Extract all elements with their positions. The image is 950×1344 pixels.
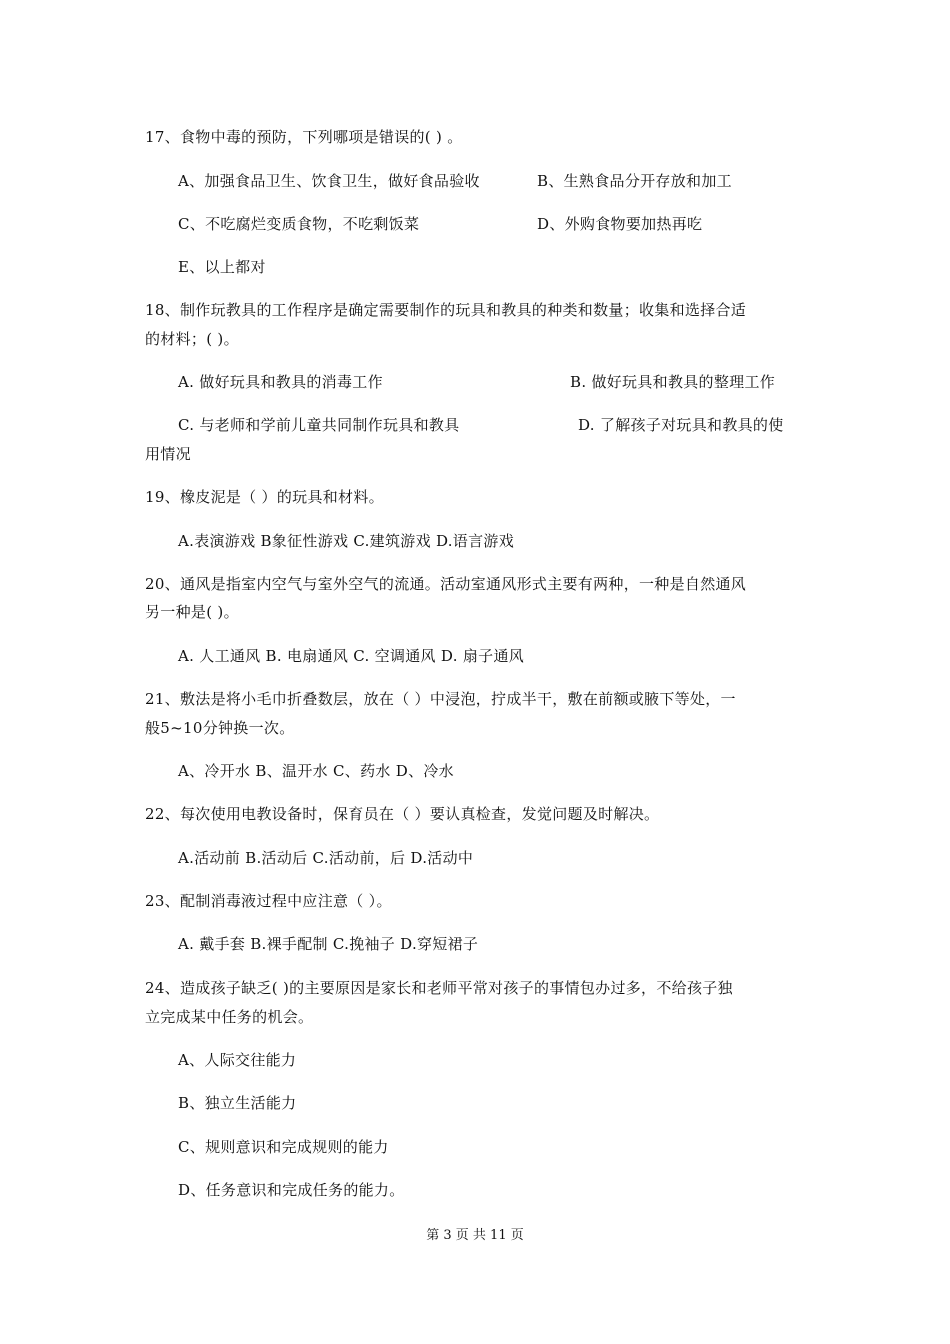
question-18-stem-line-1: 18、制作玩教具的工作程序是确定需要制作的玩具和教具的种类和数量；收集和选择合适 — [145, 301, 747, 319]
question-21-options: A、冷开水 B、温开水 C、药水 D、冷水 — [178, 762, 454, 780]
question-24-option-c: C、规则意识和完成规则的能力 — [178, 1138, 389, 1156]
question-17-stem: 17、食物中毒的预防，下列哪项是错误的( ) 。 — [145, 128, 463, 146]
question-24-option-a: A、人际交往能力 — [178, 1051, 297, 1069]
page-number-footer: 第 3 页 共 11 页 — [426, 1228, 524, 1243]
question-17-option-c: C、不吃腐烂变质食物，不吃剩饭菜 — [178, 215, 420, 233]
question-17-option-a: A、加强食品卫生、饮食卫生，做好食品验收 — [178, 172, 480, 190]
question-20-options: A. 人工通风 B. 电扇通风 C. 空调通风 D. 扇子通风 — [178, 647, 525, 665]
question-20-stem-line-2: 另一种是( )。 — [145, 603, 239, 621]
question-18-option-b: B. 做好玩具和教具的整理工作 — [570, 373, 776, 391]
question-21-stem-line-1: 21、敷法是将小毛巾折叠数层，放在（ ）中浸泡，拧成半干，敷在前额或腋下等处，一 — [145, 690, 736, 708]
question-18-option-d-continued: 用情况 — [145, 445, 191, 463]
question-24-stem-line-2: 立完成某中任务的机会。 — [145, 1008, 314, 1026]
question-18-option-d: D. 了解孩子对玩具和教具的使 — [578, 416, 784, 434]
question-17-option-d: D、外购食物要加热再吃 — [537, 215, 703, 233]
question-19-options: A.表演游戏 B象征性游戏 C.建筑游戏 D.语言游戏 — [178, 532, 514, 550]
question-20-stem-line-1: 20、通风是指室内空气与室外空气的流通。活动室通风形式主要有两种，一种是自然通风 — [145, 575, 747, 593]
question-18-stem-line-2: 的材料；( )。 — [145, 330, 239, 348]
question-23-stem: 23、配制消毒液过程中应注意（ ）。 — [145, 892, 392, 910]
question-18-option-a: A. 做好玩具和教具的消毒工作 — [178, 373, 383, 391]
question-24-option-b: B、独立生活能力 — [178, 1094, 297, 1112]
question-22-stem: 22、每次使用电教设备时，保育员在（ ）要认真检查，发觉问题及时解决。 — [145, 805, 660, 823]
question-24-stem-line-1: 24、造成孩子缺乏( )的主要原因是家长和老师平常对孩子的事情包办过多，不给孩子独 — [145, 979, 733, 997]
question-23-options: A. 戴手套 B.裸手配制 C.挽袖子 D.穿短裙子 — [178, 935, 479, 953]
question-24-option-d: D、任务意识和完成任务的能力。 — [178, 1181, 405, 1199]
question-17-option-e: E、以上都对 — [178, 258, 266, 276]
question-17-option-b: B、生熟食品分开存放和加工 — [537, 172, 732, 190]
question-19-stem: 19、橡皮泥是（ ）的玩具和材料。 — [145, 488, 384, 506]
question-22-options: A.活动前 B.活动后 C.活动前，后 D.活动中 — [178, 849, 474, 867]
question-18-option-c: C. 与老师和学前儿童共同制作玩具和教具 — [178, 416, 460, 434]
question-21-stem-line-2: 般5~10分钟换一次。 — [145, 719, 295, 737]
